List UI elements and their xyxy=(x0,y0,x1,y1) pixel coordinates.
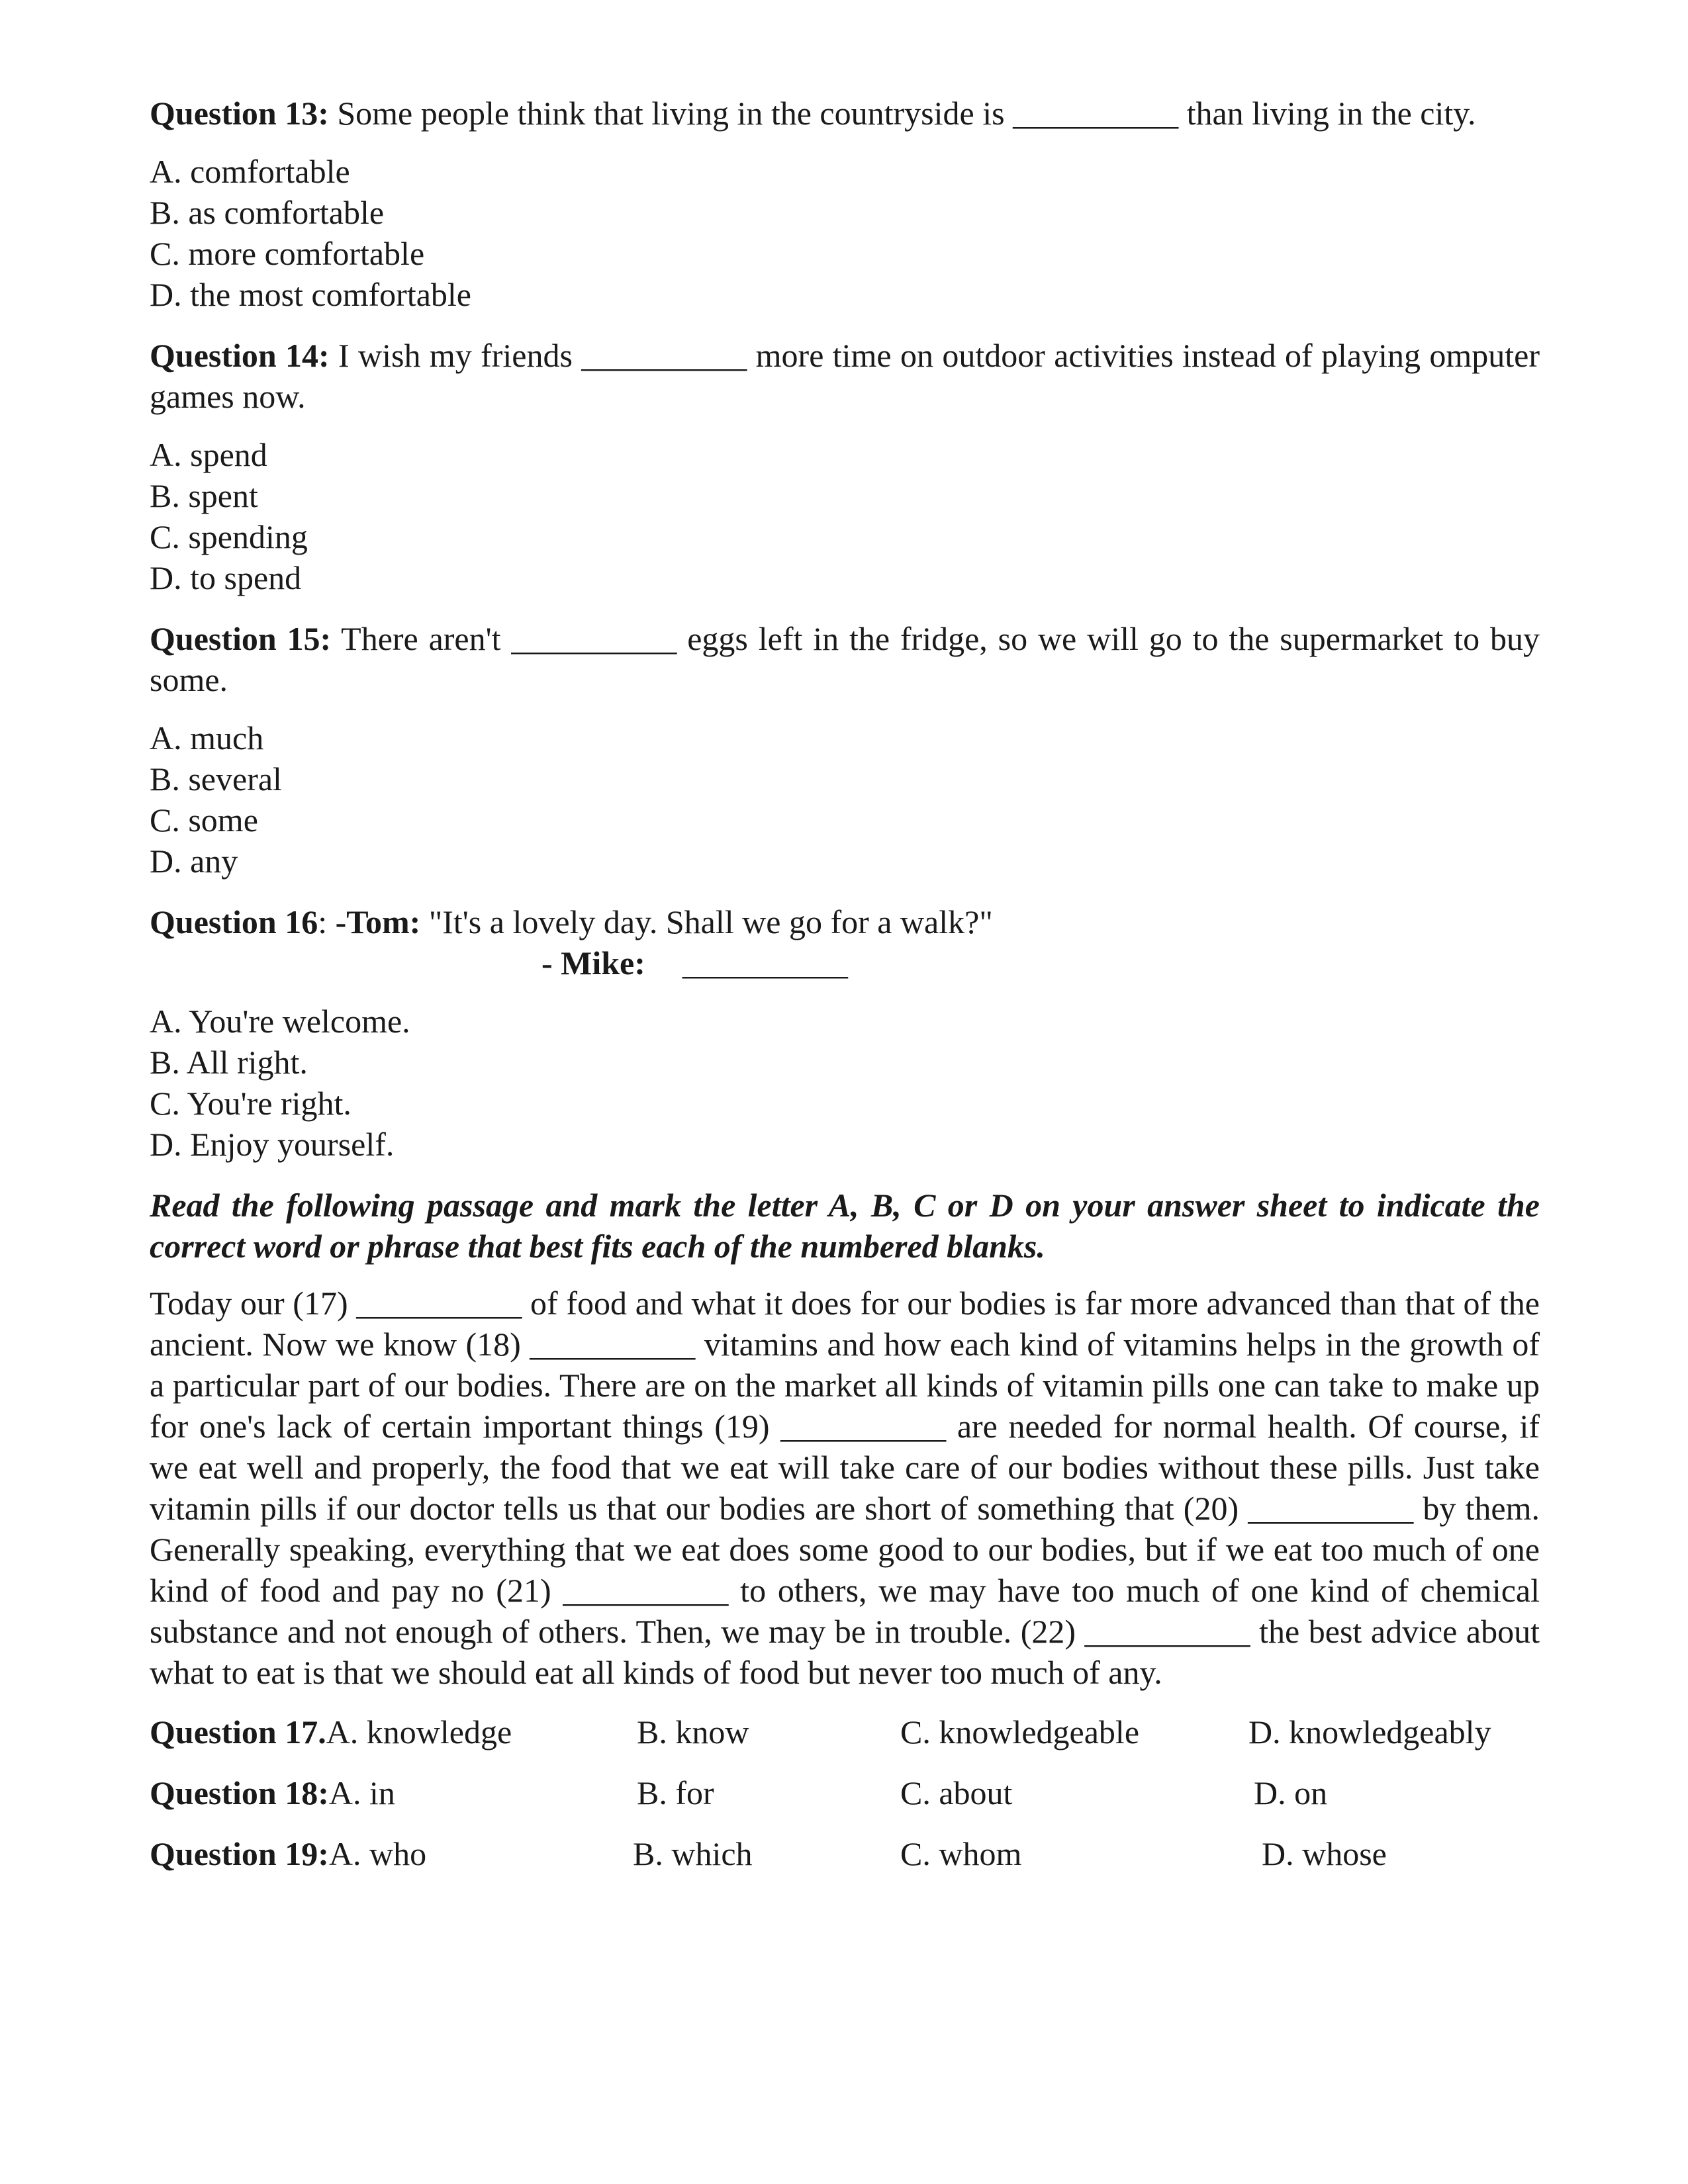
option[interactable]: D. to spend xyxy=(150,559,302,596)
reading-instruction: Read the following passage and mark the letter A, B, C or D on your answer sheet to indicate the correct word or phrase that best fits each of the numbered blanks. xyxy=(150,1187,1540,1265)
question-16-options xyxy=(150,1001,1540,1165)
question-13-text: Some people think that living in the countryside is __________ than living in the city. xyxy=(328,95,1476,132)
speaker-tom: -Tom: xyxy=(335,903,421,940)
question-15 xyxy=(150,618,1540,700)
answer-c[interactable]: C. about xyxy=(900,1774,1013,1811)
option-a-text: A. knowledge xyxy=(326,1713,512,1751)
answer-b[interactable]: B. know xyxy=(637,1713,749,1751)
answer-c[interactable]: C. knowledgeable xyxy=(900,1713,1140,1751)
question-13-options xyxy=(150,151,1540,315)
question-18-label: Question 18: xyxy=(150,1774,329,1811)
exam-page xyxy=(150,93,1540,1894)
option[interactable]: C. some xyxy=(150,801,258,839)
mike-blank: __________ xyxy=(682,944,848,981)
question-14-label: Question 14: xyxy=(150,337,330,374)
answer-a[interactable] xyxy=(150,1772,395,1813)
option[interactable]: C. spending xyxy=(150,518,308,555)
option[interactable]: A. comfortable xyxy=(150,153,350,190)
option[interactable]: B. as comfortable xyxy=(150,194,385,231)
option[interactable]: D. the most comfortable xyxy=(150,276,471,313)
option[interactable]: B. several xyxy=(150,760,282,797)
question-14 xyxy=(150,335,1540,417)
answer-d[interactable]: D. knowledgeably xyxy=(1248,1713,1491,1751)
question-16 xyxy=(150,901,1540,942)
option-a-text: A. in xyxy=(328,1774,395,1811)
option-a-text: A. who xyxy=(328,1835,427,1872)
answer-a[interactable] xyxy=(150,1711,512,1752)
question-16-label: Question 16 xyxy=(150,903,318,940)
option[interactable]: A. spend xyxy=(150,436,267,473)
option[interactable]: A. You're welcome. xyxy=(150,1003,410,1040)
option[interactable]: C. more comfortable xyxy=(150,235,425,272)
option[interactable]: A. much xyxy=(150,719,264,756)
option[interactable]: B. All right. xyxy=(150,1044,308,1081)
answer-b[interactable]: B. which xyxy=(633,1835,753,1872)
answer-row-18 xyxy=(150,1772,1540,1813)
speaker-mike: - Mike: xyxy=(541,944,645,981)
answer-d[interactable]: D. whose xyxy=(1262,1835,1387,1872)
question-15-options xyxy=(150,717,1540,882)
question-14-text: I wish my friends __________ more time on outdoor activities instead of playing omputer games now. xyxy=(150,337,1540,415)
option[interactable]: D. Enjoy yourself. xyxy=(150,1126,395,1163)
answer-row-19 xyxy=(150,1833,1540,1874)
reading-passage: Today our (17) __________ of food and what it does for our bodies is far more advanced than that of the ancient. Now we know (18) __________ vitamins and how each kind of vitamins helps in the growth of a particular part of our bodies. There are on the market all kinds of vitamin pills one can take to make up for one's lack of certain important things (19) __________ are needed for normal health. Of course, if we eat well and properly, the food that we eat will take care of our bodies without these pills. Just take vitamin pills if our doctor tells us that our bodies are short of something that (20) __________ by them. Generally speaking, everything that we eat does some good to our bodies, but if we eat too much of one kind of food and pay no (21) __________ to others, we may have too much of one kind of chemical substance and not enough of others. Then, we may be in trouble. (22) __________ the best advice about what to eat is that we should eat all kinds of food but never too much of any. xyxy=(150,1285,1540,1691)
option[interactable]: B. spent xyxy=(150,477,258,514)
question-14-options xyxy=(150,434,1540,598)
question-13-label: Question 13: xyxy=(150,95,329,132)
question-15-text: There aren't __________ eggs left in the fridge, so we will go to the supermarket to buy some. xyxy=(150,620,1540,698)
answer-a[interactable] xyxy=(150,1833,427,1874)
option[interactable]: C. You're right. xyxy=(150,1085,352,1122)
answer-d[interactable]: D. on xyxy=(1254,1774,1328,1811)
answer-b[interactable]: B. for xyxy=(637,1774,714,1811)
mike-line xyxy=(150,942,1540,983)
option[interactable]: D. any xyxy=(150,842,238,880)
question-15-label: Question 15: xyxy=(150,620,332,657)
tom-line: "It's a lovely day. Shall we go for a walk?" xyxy=(420,903,993,940)
question-13 xyxy=(150,93,1540,134)
question-19-label: Question 19: xyxy=(150,1835,329,1872)
question-16-colon: : xyxy=(318,903,336,940)
answer-row-17 xyxy=(150,1711,1540,1752)
answer-c[interactable]: C. whom xyxy=(900,1835,1022,1872)
question-17-label: Question 17. xyxy=(150,1713,326,1751)
